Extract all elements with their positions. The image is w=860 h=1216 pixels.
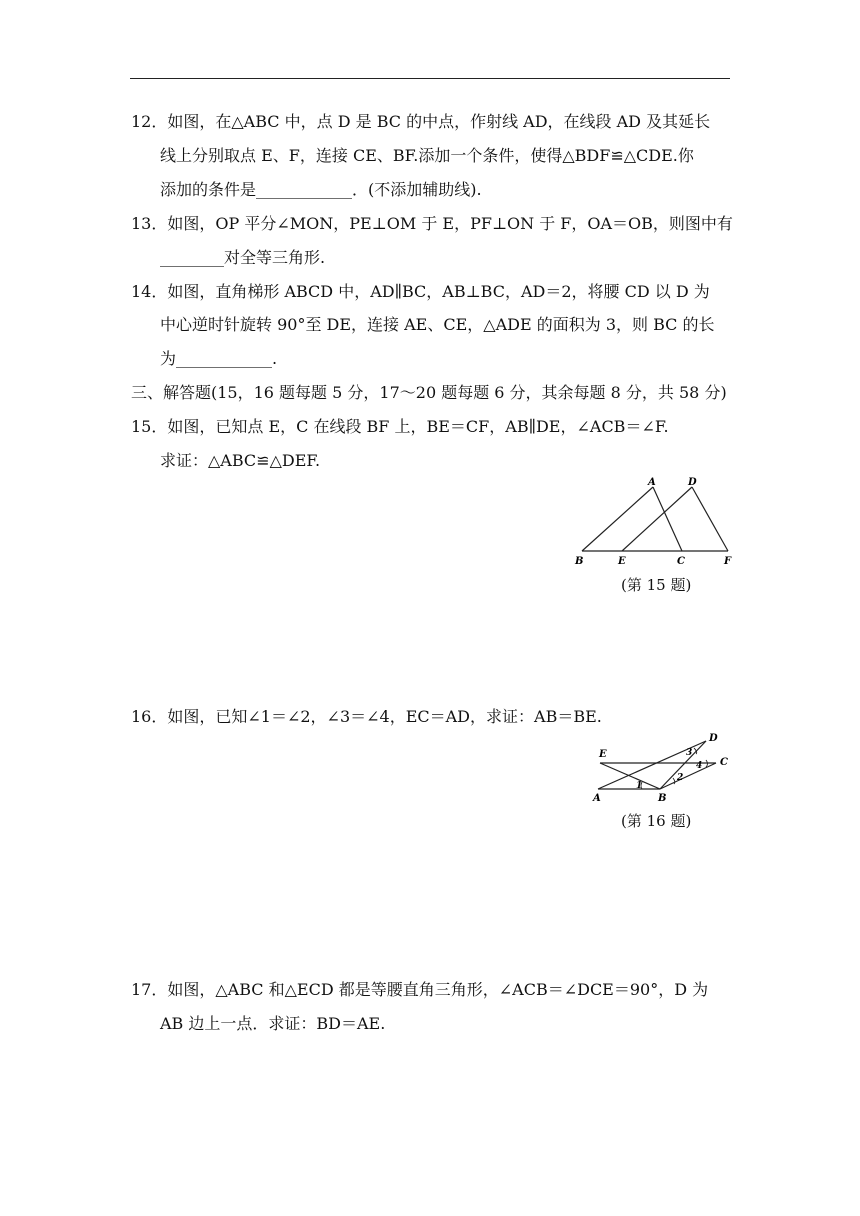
label-B: B: [658, 793, 667, 804]
q12-line2: 线上分别取点 E、F，连接 CE、BF.添加一个条件，使得△BDF≌△CDE.你: [160, 146, 694, 165]
segment-BC: [660, 763, 716, 789]
q13-line1: 13．如图，OP 平分∠MON，PE⊥OM 于 E，PF⊥ON 于 F，OA＝OB，则图中有: [131, 214, 733, 233]
q17-line1: 17．如图，△ABC 和△ECD 都是等腰直角三角形，∠ACB＝∠DCE＝90°，D 为: [131, 980, 709, 999]
q12-line3: 添加的条件是____________．(不添加辅助线).: [160, 180, 482, 199]
segment-EB: [600, 763, 660, 789]
label-E: E: [599, 749, 607, 760]
label-D: D: [688, 477, 697, 488]
angle-2-label: 2: [677, 773, 684, 783]
angle-3-label: 3: [686, 748, 693, 758]
q16-line1: 16．如图，已知∠1＝∠2，∠3＝∠4，EC＝AD，求证：AB＝BE.: [131, 707, 602, 726]
q12-line1: 12．如图，在△ABC 中，点 D 是 BC 的中点，作射线 AD，在线段 AD 及其延长: [131, 112, 711, 131]
label-B: B: [575, 556, 584, 567]
segment-AB: [582, 487, 653, 551]
label-C: C: [720, 757, 728, 768]
q14-line1: 14．如图，直角梯形 ABCD 中，AD∥BC，AB⊥BC，AD＝2，将腰 CD 以 D 为: [131, 282, 710, 301]
q14-line2: 中心逆时针旋转 90°至 DE，连接 AE、CE，△ADE 的面积为 3，则 BC 的长: [160, 315, 715, 334]
segment-DF: [692, 487, 728, 551]
label-A: A: [593, 793, 601, 804]
q15-line2: 求证：△ABC≌△DEF.: [160, 451, 321, 470]
q13-line2: ________对全等三角形.: [160, 248, 326, 267]
section-3-heading: 三、解答题(15，16 题每题 5 分，17～20 题每题 6 分，其余每题 8 分，共 58 分): [131, 383, 727, 402]
label-C: C: [677, 556, 685, 567]
label-F: F: [724, 556, 732, 567]
figure-15: [570, 474, 740, 570]
q14-line3: 为____________.: [160, 349, 278, 368]
q17-line2: AB 边上一点．求证：BD＝AE.: [160, 1014, 386, 1033]
angle-1-label: 1: [636, 781, 643, 791]
angle-4-label: 4: [696, 761, 703, 771]
header-rule: [130, 78, 730, 79]
label-D: D: [709, 733, 718, 744]
label-A: A: [648, 477, 656, 488]
figure-16-caption: (第 16 题): [621, 812, 692, 830]
figure-15-caption: (第 15 题): [621, 576, 692, 594]
q15-line1: 15．如图，已知点 E，C 在线段 BF 上，BE＝CF，AB∥DE，∠ACB＝∠F.: [131, 417, 669, 436]
figure-16: [588, 730, 738, 806]
label-E: E: [618, 556, 626, 567]
